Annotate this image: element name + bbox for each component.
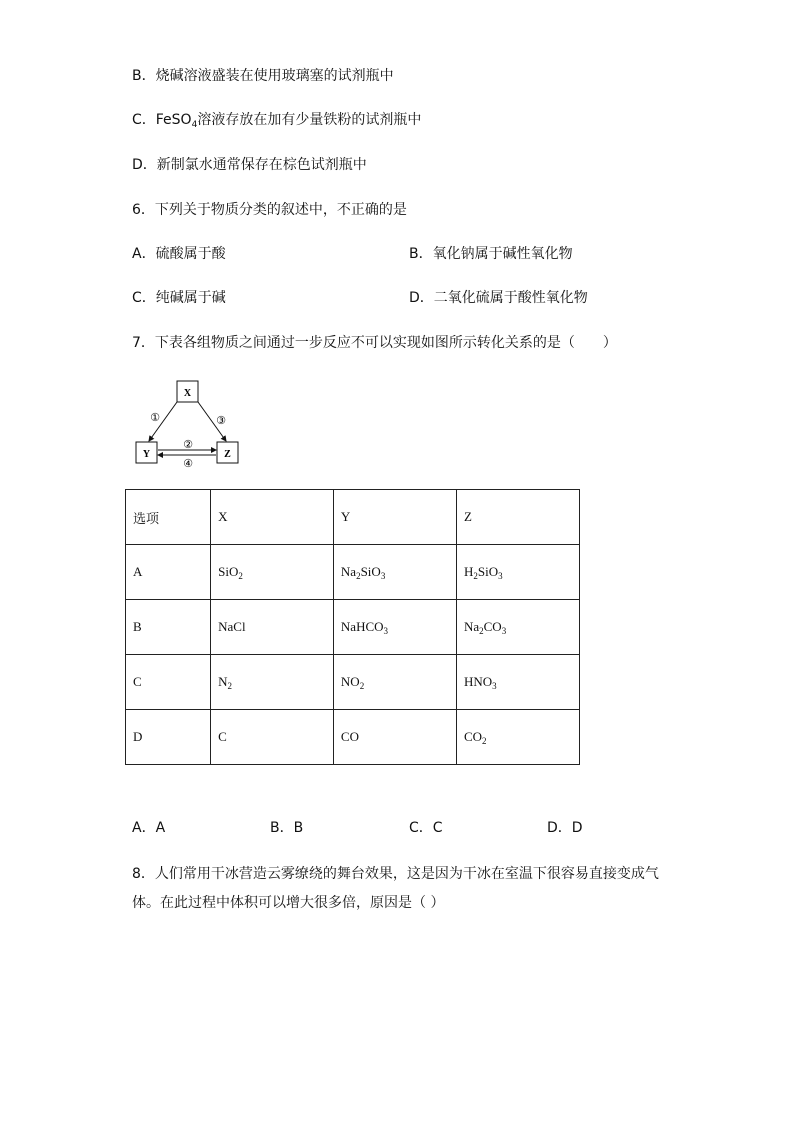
table-formula-cell (333, 545, 456, 600)
formula-part: Na (340, 564, 357, 579)
q7-answer-d: D．D (547, 820, 583, 836)
formula-part: CO (463, 729, 483, 744)
formula-subscript: 3 (380, 571, 386, 581)
table-formula-cell (456, 600, 579, 655)
formula-subscript: 3 (383, 626, 389, 636)
formula-part: SiO (360, 564, 381, 579)
formula-part: CO (340, 729, 359, 744)
q7-stem: 7．下表各组物质之间通过一步反应不可以实现如图所示转化关系的是（ ） (132, 335, 617, 351)
table-formula-cell (333, 600, 456, 655)
q6-option-c: C．纯碱属于碱 (132, 290, 226, 306)
table-option-cell (126, 655, 211, 710)
q5-option-d: D．新制氯水通常保存在棕色试剂瓶中 (132, 157, 367, 173)
table-option-cell (126, 710, 211, 765)
formula-part: C (133, 674, 142, 689)
table-row (126, 655, 580, 710)
table-header-row (126, 490, 580, 545)
formula-part: NaCl (218, 619, 246, 634)
q5-option-b: B．烧碱溶液盛装在使用玻璃塞的试剂瓶中 (132, 68, 394, 84)
formula-subscript: 3 (492, 681, 497, 691)
arrow-3-label: ③ (216, 414, 226, 427)
table-formula-cell (211, 655, 334, 710)
table-row (126, 545, 580, 600)
node-y-label: Y (142, 449, 151, 460)
formula-subscript: 2 (238, 571, 243, 581)
table-header-cell: Y (333, 490, 456, 545)
formula-subscript: 2 (359, 681, 365, 691)
q7-transformation-diagram (125, 378, 255, 473)
table-option-cell (126, 545, 211, 600)
formula-subscript: 2 (482, 736, 487, 746)
formula-part: CO (483, 619, 502, 634)
formula-part: SiO (218, 564, 239, 579)
q8-stem-line-2: 体。在此过程中体积可以增大很多倍，原因是（ ） (132, 895, 445, 911)
formula-part: A (133, 564, 143, 579)
node-z-label: Z (224, 449, 231, 460)
formula-part: NO (340, 674, 360, 689)
table-row (126, 710, 580, 765)
formula-part: D (133, 729, 143, 744)
formula-part: HNO (463, 674, 493, 689)
q6-stem: 6．下列关于物质分类的叙述中，不正确的是 (132, 202, 407, 218)
q6-option-d: D．二氧化硫属于酸性氧化物 (409, 290, 588, 306)
table-option-cell (126, 600, 211, 655)
table-formula-cell (456, 710, 579, 765)
table-formula-cell (456, 655, 579, 710)
table-header-cell: 选项 (126, 490, 211, 545)
table-header-cell: Z (456, 490, 579, 545)
table-formula-cell (333, 655, 456, 710)
formula-part: SiO (477, 564, 499, 579)
q8-stem-line-1: 8．人们常用干冰营造云雾缭绕的舞台效果，这是因为干冰在室温下很容易直接变成气 (132, 866, 659, 882)
q7-answer-a: A．A (132, 820, 166, 836)
q7-options-table (125, 489, 580, 765)
formula-part: N (218, 674, 228, 689)
q7-answer-c: C．C (409, 820, 443, 836)
formula-subscript: 2 (479, 626, 484, 636)
table-row (126, 600, 580, 655)
formula-part: C (218, 729, 227, 744)
table-header-cell: X (211, 490, 334, 545)
arrow-1-label: ① (150, 411, 160, 424)
table-formula-cell (333, 710, 456, 765)
table-formula-cell (456, 545, 579, 600)
q5-option-c-text-end: 溶液存放在加有少量铁粉的试剂瓶中 (197, 112, 422, 128)
formula-part: H (463, 564, 474, 579)
formula-subscript: 2 (227, 681, 232, 691)
formula-subscript: 2 (473, 571, 478, 581)
q5-option-c-subscript: 4 (191, 120, 198, 130)
formula-subscript: 3 (498, 571, 503, 581)
table-formula-cell (211, 710, 334, 765)
table-formula-cell (211, 600, 334, 655)
formula-part: Na (463, 619, 480, 634)
arrow-4-label: ④ (183, 457, 193, 470)
q6-option-a: A．硫酸属于酸 (132, 246, 226, 262)
formula-part: B (133, 619, 142, 634)
formula-subscript: 2 (356, 571, 361, 581)
q7-answer-b: B．B (270, 820, 304, 836)
node-x-label: X (183, 388, 192, 399)
q5-option-c (132, 110, 421, 130)
arrow-2-label: ② (183, 438, 193, 451)
formula-part: NaHCO (340, 619, 384, 634)
q5-option-c-text: C．FeSO (132, 112, 192, 128)
formula-subscript: 3 (501, 626, 507, 636)
table-formula-cell (211, 545, 334, 600)
q6-option-b: B．氧化钠属于碱性氧化物 (409, 246, 573, 262)
